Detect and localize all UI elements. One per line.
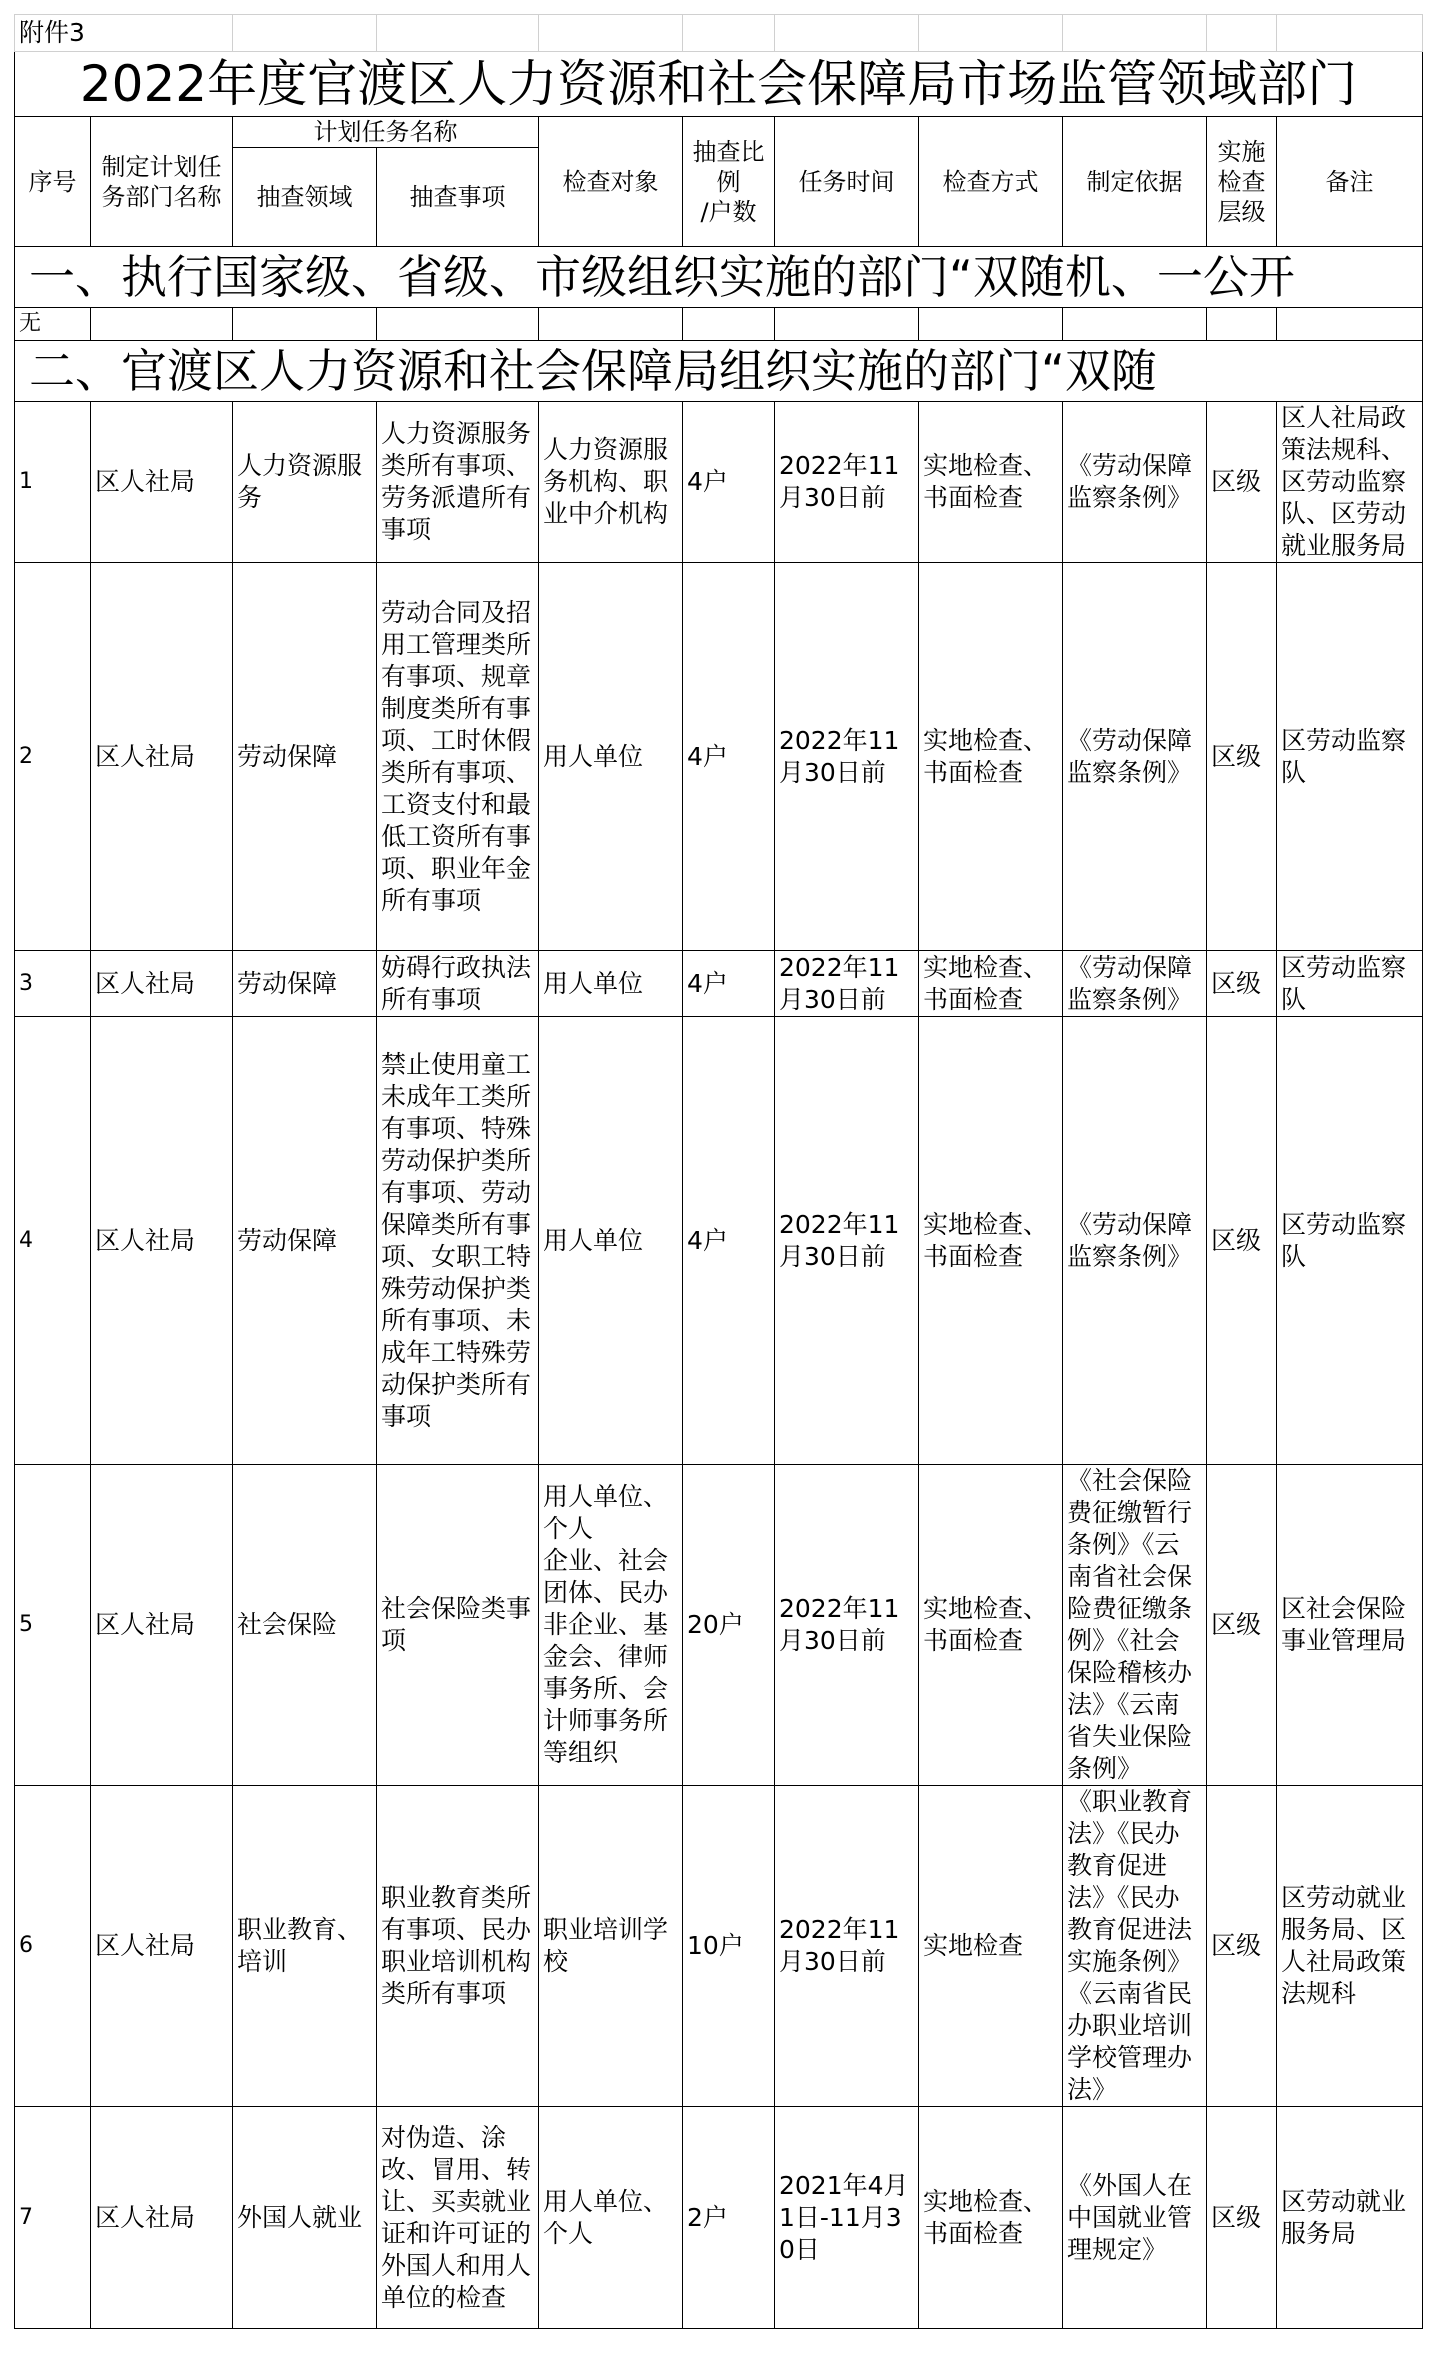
page-title: 2022年度官渡区人力资源和社会保障局市场监管领域部门: [15, 52, 1423, 117]
cell-item: 社会保险类事项: [377, 1465, 539, 1786]
cell-ratio: 4户: [683, 563, 775, 951]
cell-level: 区级: [1207, 1786, 1277, 2107]
cell-field: 劳动保障: [233, 951, 377, 1017]
cell-remark: 区劳动监察队: [1277, 563, 1423, 951]
cell-time: 2022年11月30日前: [775, 1465, 919, 1786]
cell-dept: 区人社局: [91, 402, 233, 563]
cell-basis: 《职业教育法》《民办教育促进法》《民办教育促进法实施条例》《云南省民办职业培训学校管理办法》: [1063, 1786, 1207, 2107]
cell-item: 职业教育类所有事项、民办职业培训机构类所有事项: [377, 1786, 539, 2107]
header-method: 检查方式: [919, 117, 1063, 247]
cell-remark: 区劳动就业服务局、区人社局政策法规科: [1277, 1786, 1423, 2107]
section-2-title: 二、官渡区人力资源和社会保障局组织实施的部门“双随: [15, 341, 1423, 402]
table-row: [15, 1786, 1423, 2107]
cell-remark: 区劳动监察队: [1277, 951, 1423, 1017]
cell-ratio: 10户: [683, 1786, 775, 2107]
cell-time: 2022年11月30日前: [775, 951, 919, 1017]
cell-method: 实地检查、书面检查: [919, 402, 1063, 563]
cell-level: 区级: [1207, 1465, 1277, 1786]
cell-seq: 6: [15, 1786, 91, 2107]
cell-time: 2022年11月30日前: [775, 1017, 919, 1465]
cell-level: 区级: [1207, 402, 1277, 563]
cell-item: 妨碍行政执法所有事项: [377, 951, 539, 1017]
cell-item: 劳动合同及招用工管理类所有事项、规章制度类所有事项、工时休假类所有事项、工资支付和最低工资所有事项、职业年金所有事项: [377, 563, 539, 951]
cell-item: 对伪造、涂改、冒用、转让、买卖就业证和许可证的外国人和用人单位的检查: [377, 2107, 539, 2329]
cell-level: 区级: [1207, 951, 1277, 1017]
section-1-none: 无: [15, 308, 91, 341]
table-row: [15, 1465, 1423, 1786]
table-row: [15, 402, 1423, 563]
cell-remark: 区社会保险事业管理局: [1277, 1465, 1423, 1786]
cell-seq: 3: [15, 951, 91, 1017]
cell-ratio: 4户: [683, 951, 775, 1017]
document-page: [14, 14, 1422, 2350]
cell-method: 实地检查、书面检查: [919, 1465, 1063, 1786]
cell-dept: 区人社局: [91, 1786, 233, 2107]
header-time: 任务时间: [775, 117, 919, 247]
cell-basis: 《社会保险费征缴暂行条例》《云南省社会保险费征缴条例》《社会保险稽核办法》《云南省失业保险条例》: [1063, 1465, 1207, 1786]
table-row: [15, 1017, 1423, 1465]
cell-method: 实地检查、书面检查: [919, 951, 1063, 1017]
cell-item: 人力资源服务类所有事项、劳务派遣所有事项: [377, 402, 539, 563]
header-basis: 制定依据: [1063, 117, 1207, 247]
cell-ratio: 2户: [683, 2107, 775, 2329]
cell-basis: 《劳动保障监察条例》: [1063, 563, 1207, 951]
section-row: [15, 341, 1423, 402]
header-target: 检查对象: [539, 117, 683, 247]
header-item: 抽查事项: [377, 148, 539, 247]
header-remark: 备注: [1277, 117, 1423, 247]
cell-target: 人力资源服务机构、职业中介机构: [539, 402, 683, 563]
cell-field: 社会保险: [233, 1465, 377, 1786]
cell-seq: 7: [15, 2107, 91, 2329]
cell-field: 外国人就业: [233, 2107, 377, 2329]
cell-dept: 区人社局: [91, 1017, 233, 1465]
cell-dept: 区人社局: [91, 563, 233, 951]
cell-method: 实地检查、书面检查: [919, 1017, 1063, 1465]
header-ratio: 抽查比例 /户数: [683, 117, 775, 247]
section-1-title: 一、执行国家级、省级、市级组织实施的部门“双随机、一公开: [15, 247, 1423, 308]
title-row: [15, 52, 1423, 117]
header-task-name: 计划任务名称: [233, 117, 539, 148]
cell-remark: 区人社局政策法规科、区劳动监察队、区劳动就业服务局: [1277, 402, 1423, 563]
header-dept: 制定计划任务部门名称: [91, 117, 233, 247]
cell-target: 用人单位: [539, 563, 683, 951]
cell-method: 实地检查: [919, 1786, 1063, 2107]
cell-ratio: 20户: [683, 1465, 775, 1786]
cell-target: 职业培训学校: [539, 1786, 683, 2107]
cell-level: 区级: [1207, 2107, 1277, 2329]
cell-field: 人力资源服务: [233, 402, 377, 563]
cell-seq: 4: [15, 1017, 91, 1465]
cell-field: 劳动保障: [233, 563, 377, 951]
cell-level: 区级: [1207, 1017, 1277, 1465]
table-row: [15, 2107, 1423, 2329]
cell-field: 劳动保障: [233, 1017, 377, 1465]
cell-seq: 1: [15, 402, 91, 563]
cell-target: 用人单位、个人: [539, 2107, 683, 2329]
inspection-plan-table: [14, 14, 1423, 2329]
attachment-row: [15, 15, 1423, 52]
header-field: 抽查领域: [233, 148, 377, 247]
cell-ratio: 4户: [683, 402, 775, 563]
cell-method: 实地检查、书面检查: [919, 563, 1063, 951]
table-row: [15, 563, 1423, 951]
cell-basis: 《劳动保障监察条例》: [1063, 951, 1207, 1017]
cell-basis: 《外国人在中国就业管理规定》: [1063, 2107, 1207, 2329]
cell-basis: 《劳动保障监察条例》: [1063, 1017, 1207, 1465]
cell-dept: 区人社局: [91, 1465, 233, 1786]
attachment-label: 附件3: [15, 15, 233, 52]
cell-dept: 区人社局: [91, 2107, 233, 2329]
cell-target: 用人单位: [539, 951, 683, 1017]
cell-level: 区级: [1207, 563, 1277, 951]
cell-remark: 区劳动监察队: [1277, 1017, 1423, 1465]
cell-ratio: 4户: [683, 1017, 775, 1465]
section-1-none-row: [15, 308, 1423, 341]
cell-time: 2021年4月1日-11月30日: [775, 2107, 919, 2329]
cell-field: 职业教育、培训: [233, 1786, 377, 2107]
cell-seq: 5: [15, 1465, 91, 1786]
cell-time: 2022年11月30日前: [775, 402, 919, 563]
header-seq: 序号: [15, 117, 91, 247]
cell-basis: 《劳动保障监察条例》: [1063, 402, 1207, 563]
cell-seq: 2: [15, 563, 91, 951]
table-row: [15, 951, 1423, 1017]
cell-time: 2022年11月30日前: [775, 1786, 919, 2107]
cell-time: 2022年11月30日前: [775, 563, 919, 951]
header-row: [15, 117, 1423, 148]
cell-remark: 区劳动就业服务局: [1277, 2107, 1423, 2329]
cell-target: 用人单位、个人 企业、社会团体、民办非企业、基金会、律师事务所、会计师事务所等组织: [539, 1465, 683, 1786]
cell-item: 禁止使用童工未成年工类所有事项、特殊劳动保护类所有事项、劳动保障类所有事项、女职工特殊劳动保护类所有事项、未成年工特殊劳动保护类所有事项: [377, 1017, 539, 1465]
cell-dept: 区人社局: [91, 951, 233, 1017]
header-level: 实施检查层级: [1207, 117, 1277, 247]
cell-method: 实地检查、书面检查: [919, 2107, 1063, 2329]
section-row: [15, 247, 1423, 308]
cell-target: 用人单位: [539, 1017, 683, 1465]
